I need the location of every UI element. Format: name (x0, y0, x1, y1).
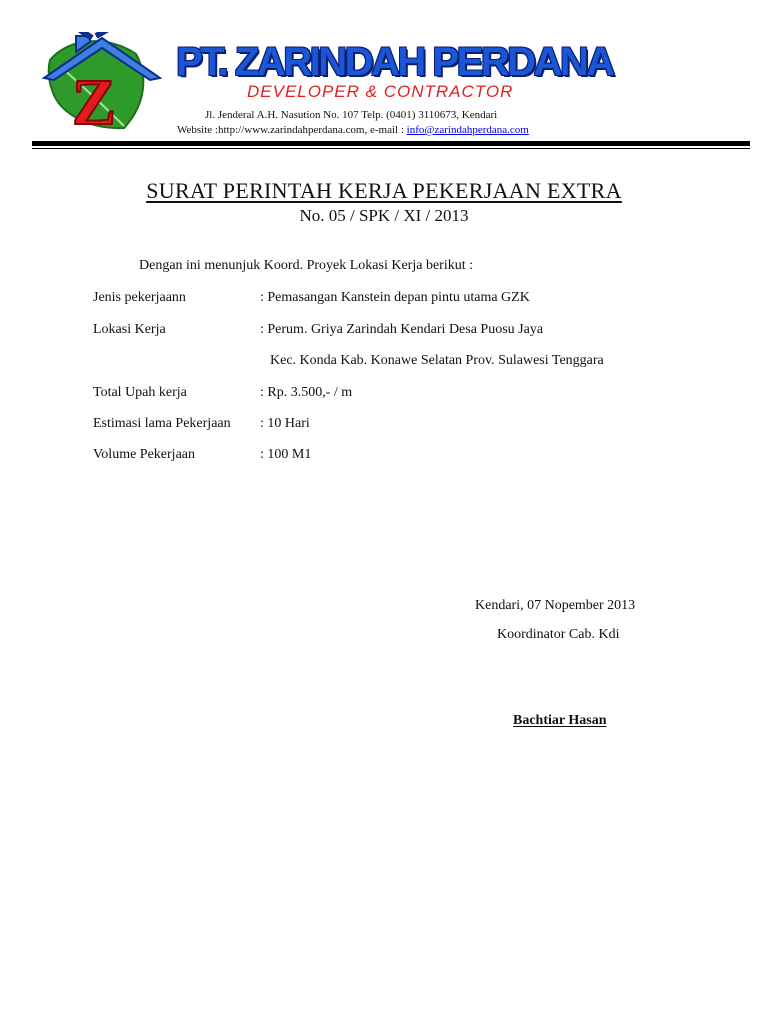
field-label-volume: Volume Pekerjaan (93, 447, 195, 462)
field-label-lokasi: Lokasi Kerja (93, 322, 166, 337)
header-rule-thick (32, 141, 750, 146)
field-label-estimasi: Estimasi lama Pekerjaan (93, 416, 231, 431)
field-value-volume: : 100 M1 (260, 447, 312, 462)
signer-name: Bachtiar Hasan (513, 713, 607, 728)
document-title: SURAT PERINTAH KERJA PEKERJAAN EXTRA (146, 178, 622, 203)
company-contact (177, 124, 529, 136)
field-label-upah: Total Upah kerja (93, 385, 187, 400)
email-link[interactable]: info@zarindahperdana.com (406, 124, 529, 136)
company-address: Jl. Jenderal A.H. Nasution No. 107 Telp. (0401) 3110673, Kendari (205, 109, 498, 121)
signature-place-date: Kendari, 07 Nopember 2013 (475, 598, 636, 613)
header-rule-thin (32, 148, 750, 149)
field-value-lokasi-line2: Kec. Konda Kab. Konawe Selatan Prov. Sulawesi Tenggara (270, 353, 604, 368)
intro-paragraph: Dengan ini menunjuk Koord. Proyek Lokasi Kerja berikut : (139, 258, 473, 273)
signature-position: Koordinator Cab. Kdi (497, 627, 620, 642)
company-name: PT. ZARINDAH PERDANA (176, 40, 613, 84)
field-value-lokasi: : Perum. Griya Zarindah Kendari Desa Puosu Jaya (260, 322, 544, 337)
document-number: No. 05 / SPK / XI / 2013 (299, 206, 469, 225)
website-text: Website :http://www.zarindahperdana.com, e-mail : (177, 124, 407, 136)
company-logo (40, 32, 164, 132)
field-value-upah: : Rp. 3.500,- / m (260, 385, 353, 400)
field-value-estimasi: : 10 Hari (260, 416, 310, 431)
company-tagline: DEVELOPER & CONTRACTOR (247, 82, 514, 101)
logo-letter: Z (72, 66, 117, 132)
field-value-jenis: : Pemasangan Kanstein depan pintu utama GZK (260, 290, 530, 305)
field-label-jenis: Jenis pekerjaann (93, 290, 186, 305)
